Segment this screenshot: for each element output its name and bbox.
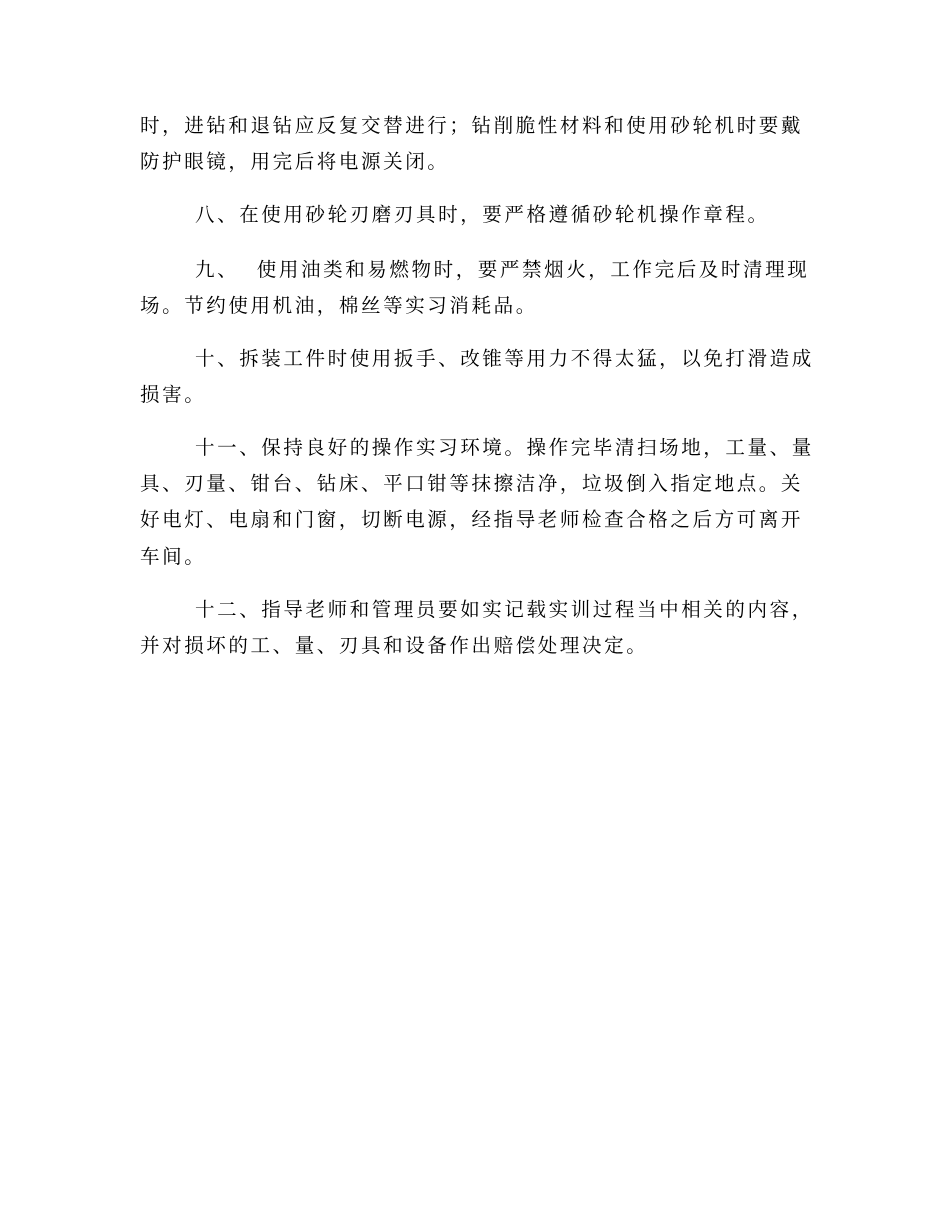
text-line: 好电灯、电扇和门窗，切断电源，经指导老师检查合格之后方可离开 xyxy=(140,508,804,531)
text-line: 八、在使用砂轮刃磨刃具时，要严格遵循砂轮机操作章程。 xyxy=(195,203,770,226)
text-line: 防护眼镜，用完后将电源关闭。 xyxy=(140,150,450,173)
text-line: 十、拆装工件时使用扳手、改锥等用力不得太猛，以免打滑造成 xyxy=(195,347,814,370)
text-line: 车间。 xyxy=(140,545,207,568)
text-line: 九、 使用油类和易燃物时，要严禁烟火，工作完后及时清理现 xyxy=(195,258,810,281)
text-line: 场。节约使用机油，棉丝等实习消耗品。 xyxy=(140,294,538,317)
text-line: 时，进钻和退钻应反复交替进行；钻削脆性材料和使用砂轮机时要戴 xyxy=(140,114,804,137)
text-line: 具、刃量、钳台、钻床、平口钳等抹擦洁净，垃圾倒入指定地点。关 xyxy=(140,472,804,495)
text-line: 损害。 xyxy=(140,383,207,406)
text-line: 十二、指导老师和管理员要如实记载实训过程当中相关的内容， xyxy=(195,598,814,621)
text-line: 并对损坏的工、量、刃具和设备作出赔偿处理决定。 xyxy=(140,634,649,657)
text-line: 十一、保持良好的操作实习环境。操作完毕清扫场地，工量、量 xyxy=(195,436,814,459)
